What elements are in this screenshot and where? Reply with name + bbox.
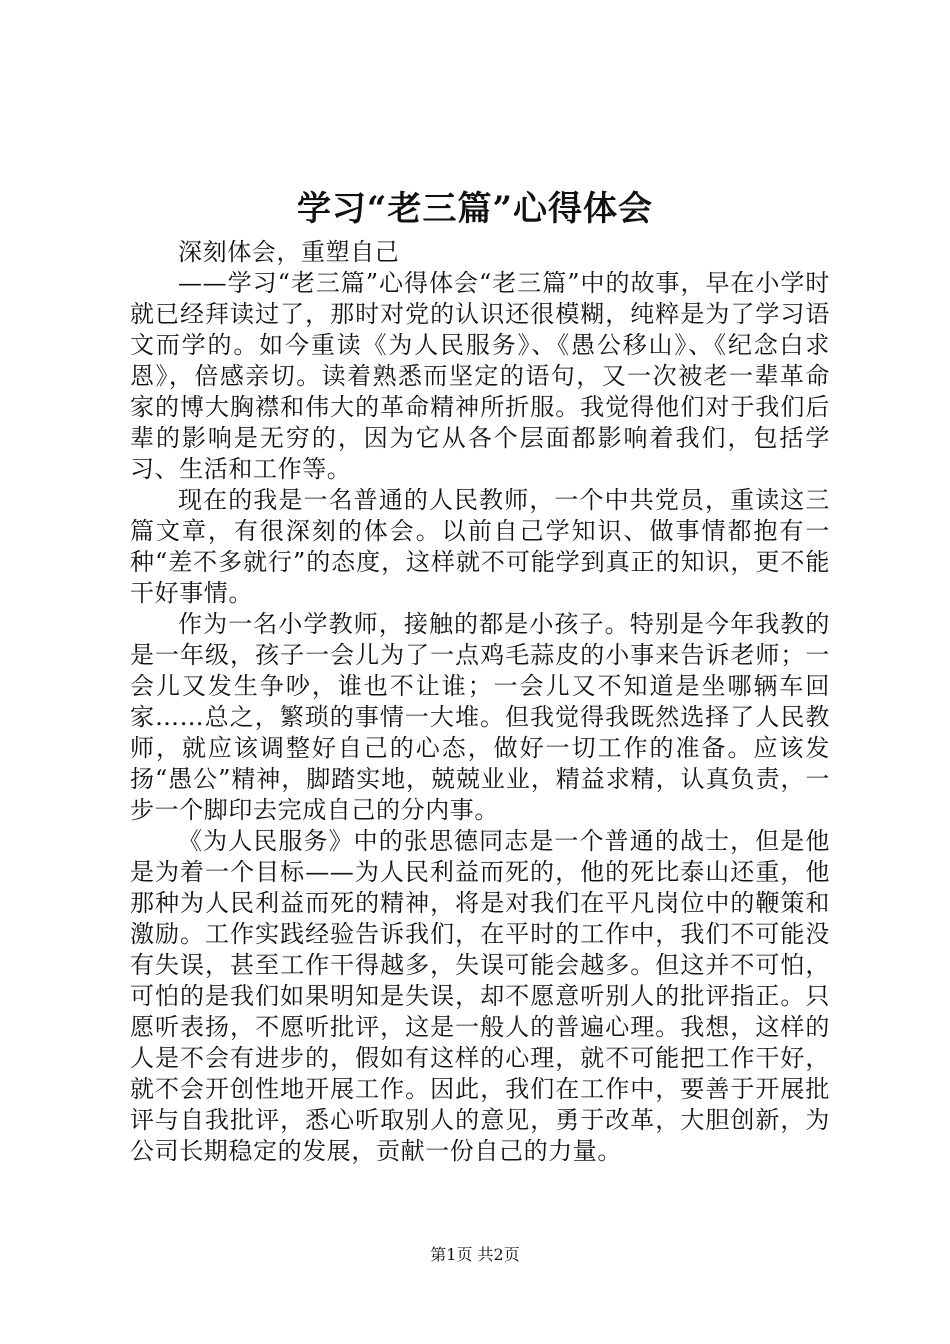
paragraph-serve-people: 《为人民服务》中的张思德同志是一个普通的战士，但是他是为着一个目标——为人民利益而死的，他的死比泰山还重，他那种为人民利益而死的精神，将是对我们在平凡岗位中的鞭策和激励。工作实践经验告诉我们，在平时的工作中，我们不可能没有失误，甚至工作干得越多，失误可能会越多。但这并不可怕，可怕的是我们如果明知是失误，却不愿意听别人的批评指正。只愿听表扬，不愿听批评，这是一般人的普遍心理。我想，这样的人是不会有进步的，假如有这样的心理，就不可能把工作干好，就不会开创性地开展工作。因此，我们在工作中，要善于开展批评与自我批评，悉心听取别人的意见，勇于改革，大胆创新，为公司长期稳定的发展，贡献一份自己的力量。 (130, 827, 830, 1165)
subtitle-paragraph: 深刻体会，重塑自己 (178, 238, 400, 266)
page-title: 学习“老三篇”心得体会 (296, 189, 654, 229)
paragraph-primary-school: 作为一名小学教师，接触的都是小孩子。特别是今年我教的是一年级，孩子一会儿为了一点鸡毛蒜皮的小事来告诉老师；一会儿又发生争吵，谁也不让谁；一会儿又不知道是坐哪辆车回家……总之，繁琐的事情一大堆。但我觉得我既然选择了人民教师，就应该调整好自己的心态，做好一切工作的准备。应该发扬“愚公”精神，脚踏实地，兢兢业业，精益求精，认真负责，一步一个脚印去完成自己的分内事。 (130, 610, 830, 824)
document-body (130, 237, 830, 1167)
paragraph-intro: ——学习“老三篇”心得体会“老三篇”中的故事，早在小学时就已经拜读过了，那时对党的认识还很模糊，纯粹是为了学习语文而学的。如今重读《为人民服务》、《愚公移山》、《纪念白求恩》，倍感亲切。读着熟悉而坚定的语句，又一次被老一辈革命家的博大胸襟和伟大的革命精神所折服。我觉得他们对于我们后辈的影响是无穷的，因为它从各个层面都影响着我们，包括学习、生活和工作等。 (130, 269, 830, 483)
page-number-footer: 第1页 共2页 (430, 1245, 520, 1264)
paragraph-teacher: 现在的我是一名普通的人民教师，一个中共党员，重读这三篇文章，有很深刻的体会。以前自己学知识、做事情都抱有一种“差不多就行”的态度，这样就不可能学到真正的知识，更不能干好事情。 (130, 486, 830, 607)
